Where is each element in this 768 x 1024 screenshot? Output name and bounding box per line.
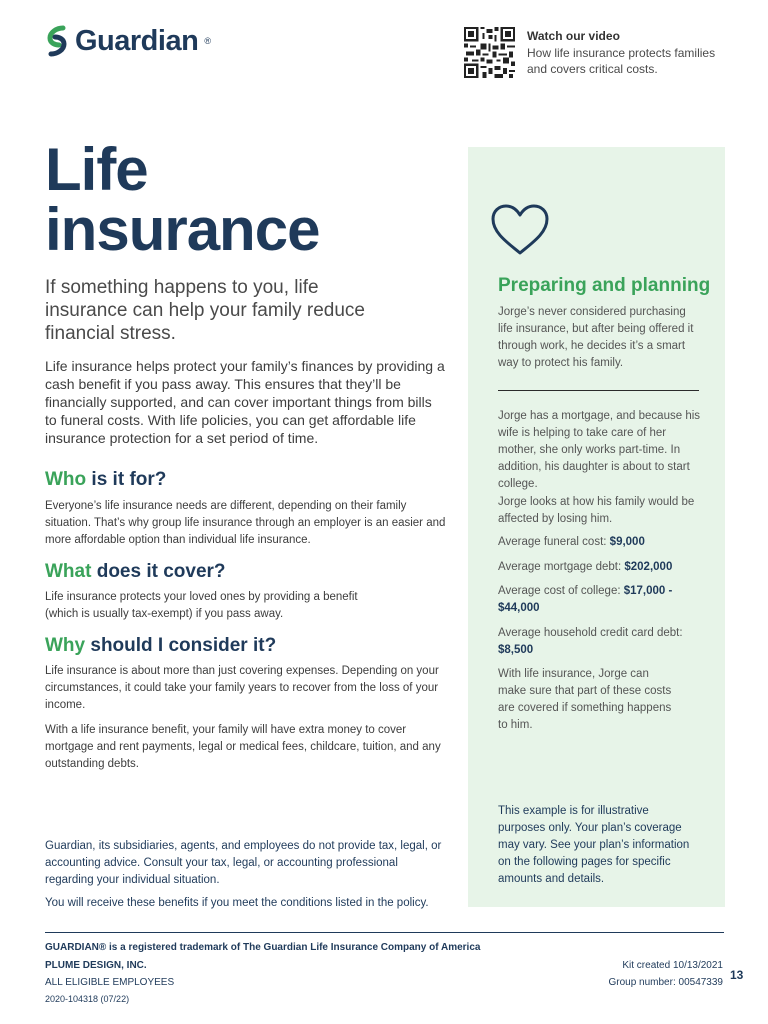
panel-reflection: Jorge looks at how his family would be affected by losing him. xyxy=(498,496,695,525)
section-heading-what xyxy=(45,561,226,583)
footer-trademark: GUARDIAN® is a registered trademark of The Guardian Life Insurance Company of America xyxy=(45,942,481,953)
video-callout[interactable] xyxy=(527,28,727,78)
video-title[interactable]: Watch our video xyxy=(527,29,620,43)
section-heading-who-keyword: Who xyxy=(45,469,87,490)
section-why-text-2: With a life insurance benefit, your family will have extra money to cover mortgage and rent payments, legal or medical fees, childcare, tuition, and any outstanding debts. xyxy=(45,724,441,770)
cost-college xyxy=(498,583,698,617)
section-heading-why-rest: should I consider it? xyxy=(85,635,277,656)
section-who-text: Everyone’s life insurance needs are different, depending on their family situation. That’s why group life insurance through an employer is an easier and more affordable option than individual life insurance. xyxy=(45,500,446,546)
section-why-text-1: Life insurance is about more than just covering expenses. Depending on your circumstances, it could take your family years to recover from the loss of your income. xyxy=(45,665,439,711)
qr-code-icon[interactable] xyxy=(464,27,515,78)
page-title xyxy=(45,136,320,263)
section-heading-who xyxy=(45,469,166,491)
video-description: How life insurance protects families and covers critical costs. xyxy=(527,45,716,76)
cost-credit-card xyxy=(498,625,698,659)
disclaimer-conditions: You will receive these benefits if you meet the conditions listed in the policy. xyxy=(45,897,429,909)
footer-kit-created: Kit created 10/13/2021 xyxy=(622,960,723,971)
footer-eligibility: ALL ELIGIBLE EMPLOYEES xyxy=(45,977,175,988)
cost-mortgage-label: Average mortgage debt: xyxy=(498,561,625,573)
page-title-line-2: insurance xyxy=(45,196,320,263)
footer-group-number: Group number: 00547339 xyxy=(608,977,723,988)
logo-trademark: ® xyxy=(204,36,211,46)
panel-title: Preparing and planning xyxy=(498,275,711,296)
footer-company: PLUME DESIGN, INC. xyxy=(45,960,147,971)
body-text: Life insurance helps protect your family’s finances by providing a cash benefit if you pass away. This ensures that they’ll be financially supported, and can cover important things from bills to funeral costs. With life policies, you can get affordable life insurance protection for a set period of time. xyxy=(45,358,445,446)
cost-mortgage xyxy=(498,559,703,576)
section-heading-what-keyword: What xyxy=(45,561,92,582)
section-heading-why xyxy=(45,635,276,657)
cost-funeral-label: Average funeral cost: xyxy=(498,536,610,548)
footer-form-code: 2020-104318 (07/22) xyxy=(45,994,130,1004)
cost-funeral xyxy=(498,534,703,551)
intro-text: If something happens to you, life insurance can help your family reduce financial stress. xyxy=(45,277,366,344)
panel-intro: Jorge’s never considered purchasing life insurance, but after being offered it through work, he decides it’s a smart way to protect his family. xyxy=(498,306,694,369)
page-number: 13 xyxy=(730,968,744,982)
logo-wordmark: Guardian xyxy=(75,24,199,57)
guardian-logo-icon xyxy=(45,24,69,58)
disclaimer-advice: Guardian, its subsidiaries, agents, and employees do not provide tax, legal, or accounting advice. Consult your tax, legal, or accounting professional regarding your individual situation. xyxy=(45,840,442,886)
section-heading-who-rest: is it for? xyxy=(86,469,167,490)
page-title-line-1: Life xyxy=(45,136,148,203)
section-heading-what-rest: does it cover? xyxy=(91,561,226,582)
cost-funeral-value: $9,000 xyxy=(609,536,645,548)
section-what-text: Life insurance protects your loved ones by providing a benefit (which is usually tax-exempt) if you pass away. xyxy=(45,591,358,620)
cost-college-value: $17,000 - $44,000 xyxy=(498,585,673,614)
cost-credit-card-value: $8,500 xyxy=(498,644,534,656)
panel-closing: With life insurance, Jorge can make sure that part of these costs are covered if something happens to him. xyxy=(498,668,672,731)
heart-icon xyxy=(490,203,550,257)
section-heading-why-keyword: Why xyxy=(45,635,86,656)
panel-footnote: This example is for illustrative purposes only. Your plan’s coverage may vary. See your plan’s information on the following pages for specific amounts and details. xyxy=(498,805,690,885)
footer-divider xyxy=(45,932,724,933)
cost-college-label: Average cost of college: xyxy=(498,585,624,597)
panel-story: Jorge has a mortgage, and because his wife is helping to take care of her mother, she only works part-time. In addition, his daughter is about to start college. xyxy=(498,410,701,490)
guardian-logo xyxy=(45,22,211,60)
panel-divider xyxy=(498,390,699,391)
cost-credit-card-label: Average household credit card debt: xyxy=(498,627,683,639)
cost-mortgage-value: $202,000 xyxy=(624,561,673,573)
